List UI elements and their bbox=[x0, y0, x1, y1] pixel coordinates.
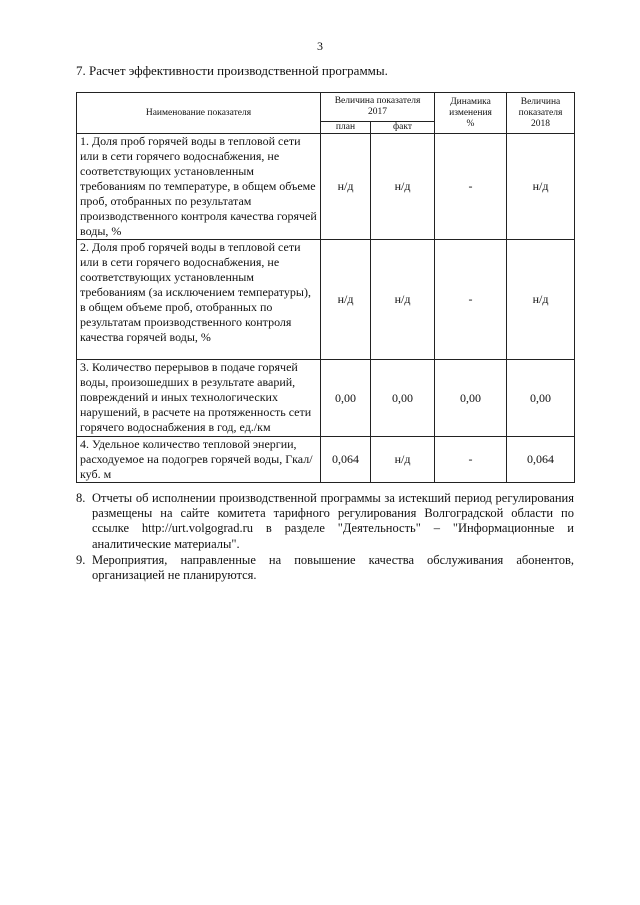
section-title: 7. Расчет эффективности производственной программы. bbox=[76, 63, 388, 78]
item-8-number: 8. bbox=[76, 491, 86, 505]
row-2-name: 2. Доля проб горячей воды в тепловой сети или в сети горячего водоснабжения, не соответствующих установленным требованиям (за исключением температуры), в общем объеме проб, отобранных по результатам производственного контроля качества горячей воды, % bbox=[77, 240, 321, 360]
row-1-fact: н/д bbox=[371, 134, 435, 240]
header-fact: факт bbox=[371, 122, 435, 134]
page-number: 3 bbox=[317, 39, 323, 53]
header-value-2018: Величина показателя 2018 bbox=[507, 93, 575, 134]
row-3-name: 3. Количество перерывов в подаче горячей воды, произошедших в результате аварий, повреждений и иных технологических нарушений, в расчете на протяженность сети горячего водоснабжения в год, ед./км bbox=[77, 360, 321, 437]
row-3-plan: 0,00 bbox=[321, 360, 371, 437]
row-2-value-2018: н/д bbox=[507, 240, 575, 360]
table-row bbox=[77, 360, 575, 437]
row-1-name: 1. Доля проб горячей воды в тепловой сети или в сети горячего водоснабжения, не соответствующих установленным требованиям по температуре, в общем объеме проб, отобранных по результатам производственного контроля качества горячей воды, % bbox=[77, 134, 321, 240]
table-row bbox=[77, 134, 575, 240]
header-name: Наименование показателя bbox=[77, 93, 321, 134]
header-plan: план bbox=[321, 122, 371, 134]
row-4-value-2018: 0,064 bbox=[507, 437, 575, 483]
item-9-text: Мероприятия, направленные на повышение качества обслуживания абонентов, организацией не планируются. bbox=[92, 552, 574, 583]
row-1-dynamics: - bbox=[435, 134, 507, 240]
header-value-2017: Величина показателя 2017 bbox=[321, 93, 435, 122]
row-2-dynamics: - bbox=[435, 240, 507, 360]
row-4-dynamics: - bbox=[435, 437, 507, 483]
row-3-dynamics: 0,00 bbox=[435, 360, 507, 437]
row-4-plan: 0,064 bbox=[321, 437, 371, 483]
row-2-fact: н/д bbox=[371, 240, 435, 360]
numbered-items bbox=[76, 491, 574, 584]
table-row bbox=[77, 240, 575, 360]
table-row bbox=[77, 437, 575, 483]
row-2-plan: н/д bbox=[321, 240, 371, 360]
row-4-name: 4. Удельное количество тепловой энергии, расходуемое на подогрев горячей воды, Гкал/куб. м bbox=[77, 437, 321, 483]
row-3-value-2018: 0,00 bbox=[507, 360, 575, 437]
row-4-fact: н/д bbox=[371, 437, 435, 483]
efficiency-table bbox=[76, 92, 575, 483]
table-header-row bbox=[77, 93, 575, 122]
item-9-number: 9. bbox=[76, 552, 86, 567]
header-dynamics: Динамика изменения % bbox=[435, 93, 507, 134]
row-3-fact: 0,00 bbox=[371, 360, 435, 437]
list-item bbox=[76, 553, 574, 583]
list-item bbox=[76, 491, 574, 552]
row-1-plan: н/д bbox=[321, 134, 371, 240]
item-8-text: Отчеты об исполнении производственной программы за истекший период регулирования размещены на сайте комитета тарифного регулирования Волгоградской области по ссылке http://urt.volgograd.ru в разделе "Деятельность" – "Информационные и аналитические материалы". bbox=[92, 491, 574, 551]
row-1-value-2018: н/д bbox=[507, 134, 575, 240]
